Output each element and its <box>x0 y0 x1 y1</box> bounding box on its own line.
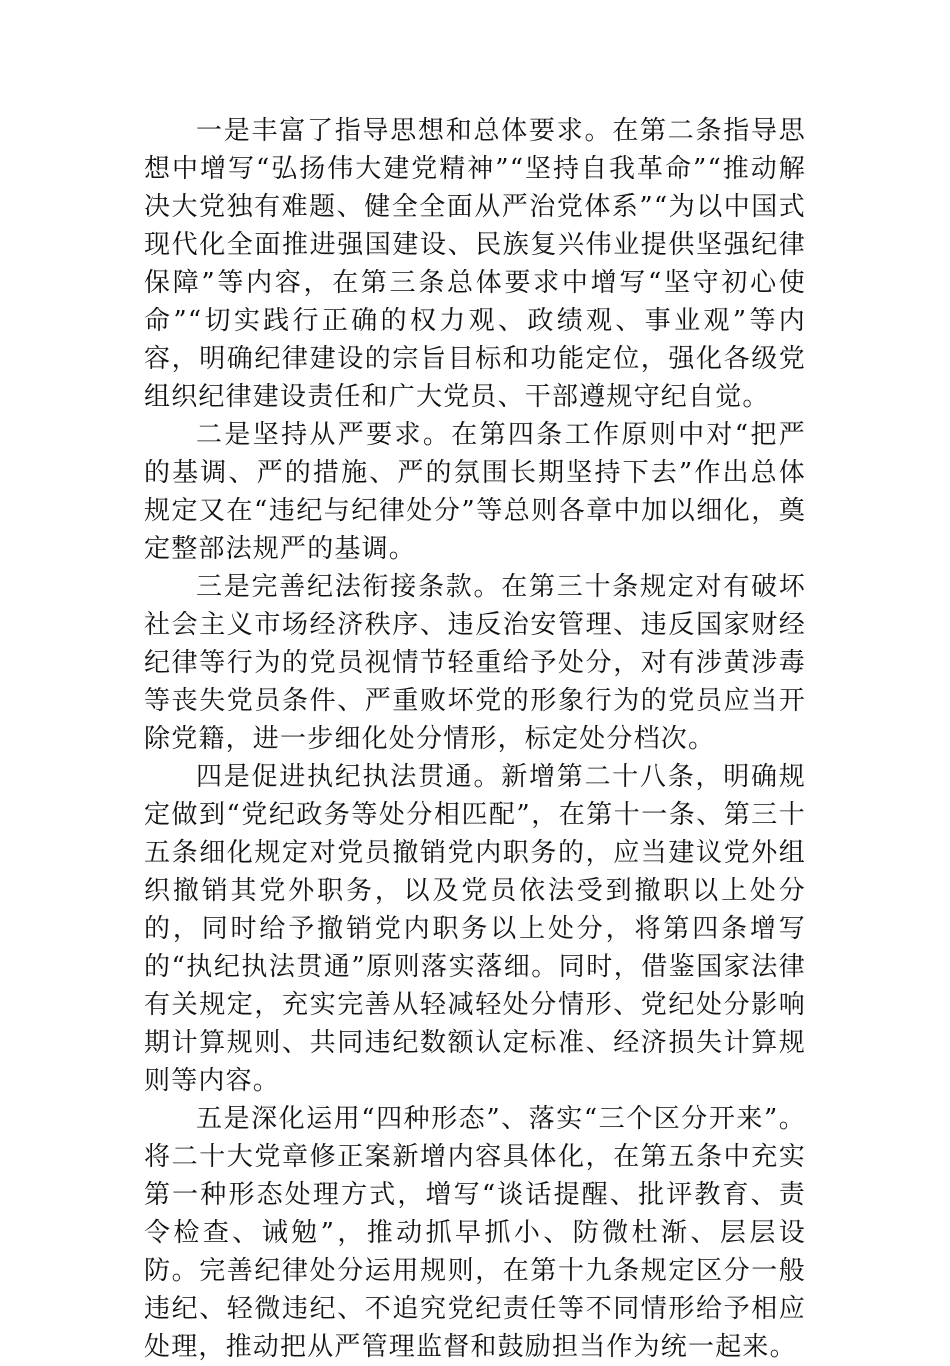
paragraph-1: 一是丰富了指导思想和总体要求。在第二条指导思想中增写“弘扬伟大建党精神”“坚持自我革命”“推动解决大党独有难题、健全全面从严治党体系”“为以中国式现代化全面推进强国建设、民族复兴伟业提供坚强纪律保障”等内容，在第三条总体要求中增写“坚守初心使命”“切实践行正确的权力观、政绩观、事业观”等内容，明确纪律建设的宗旨目标和功能定位，强化各级党组织纪律建设责任和广大党员、干部遵规守纪自觉。 <box>144 116 806 412</box>
paragraph-3: 三是完善纪法衔接条款。在第三十条规定对有破坏社会主义市场经济秩序、违反治安管理、违反国家财经纪律等行为的党员视情节轻重给予处分，对有涉黄涉毒等丧失党员条件、严重败坏党的形象行为的党员应当开除党籍，进一步细化处分情形，标定处分档次。 <box>144 572 806 754</box>
document-page <box>144 112 806 1362</box>
paragraph-4: 四是促进执纪执法贯通。新增第二十八条，明确规定做到“党纪政务等处分相匹配”，在第十一条、第三十五条细化规定对党员撤销党内职务的，应当建议党外组织撤销其党外职务，以及党员依法受到撤职以上处分的，同时给予撤销党内职务以上处分，将第四条增写的“执纪执法贯通”原则落实落细。同时，借鉴国家法律有关规定，充实完善从轻减轻处分情形、党纪处分影响期计算规则、共同违纪数额认定标准、经济损失计算规则等内容。 <box>144 762 806 1096</box>
paragraph-5: 五是深化运用“四种形态”、落实“三个区分开来”。将二十大党章修正案新增内容具体化，在第五条中充实第一种形态处理方式，增写“谈话提醒、批评教育、责令检查、诫勉”，推动抓早抓小、防微杜渐、层层设防。完善纪律处分运用规则，在第十九条规定区分一般违纪、轻微违纪、不追究党纪责任等不同情形给予相应处理，推动把从严管理监督和鼓励担当作为统一起来。 <box>144 1104 806 1362</box>
paragraph-2: 二是坚持从严要求。在第四条工作原则中对“把严的基调、严的措施、严的氛围长期坚持下去”作出总体规定又在“违纪与纪律处分”等总则各章中加以细化，奠定整部法规严的基调。 <box>144 420 806 564</box>
